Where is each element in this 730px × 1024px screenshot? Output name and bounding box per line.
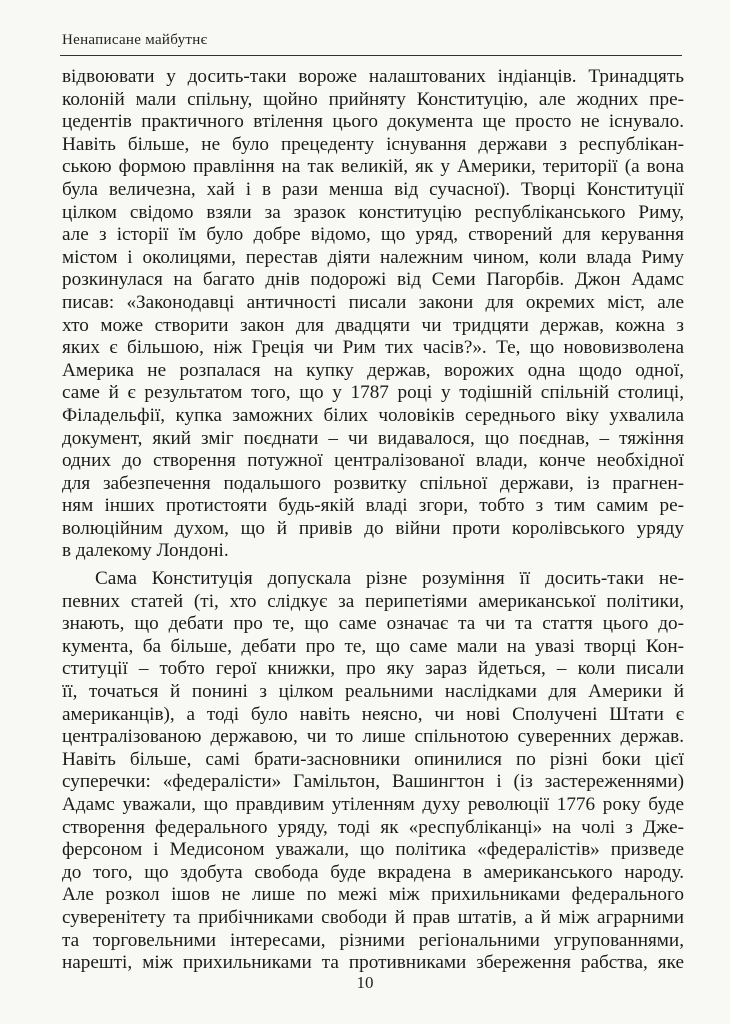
text-line: її, точаться й понині з цілком реальними наслідками для Америки й (62, 680, 684, 702)
text-line: знають, що дебати про те, що саме означає та чи та стаття цього до- (62, 613, 684, 635)
text-line: але з історії їм було добре відомо, що уряд, створений для керування (62, 224, 684, 246)
text-line: містом і околицями, перестав діяти належним чином, коли влада Риму (62, 246, 684, 268)
text-line: Філадельфії, купка заможних білих чоловіків середнього віку ухвалила (62, 404, 684, 426)
text-line: яких є більшою, ніж Греція чи Рим тих часів?». Те, що нововизволена (62, 337, 684, 359)
paragraph-1 (62, 66, 684, 563)
header-rule (60, 55, 682, 56)
text-line: створення федерального уряду, тоді як «республіканці» на чолі з Дже- (62, 816, 684, 838)
text-line: Америка не розпалася на купку держав, ворожих одна щодо одної, (62, 359, 684, 381)
running-head: Ненаписане майбутнє (62, 32, 208, 48)
text-line: кумента, ба більше, дебати про те, що саме мали на увазі творці Кон- (62, 635, 684, 657)
text-line: писав: «Законодавці античності писали закони для окремих міст, але (62, 291, 684, 313)
page-number: 10 (356, 973, 374, 992)
text-line: розкинулася на багато днів подорожі від Семи Пагорбів. Джон Адамс (62, 269, 684, 291)
text-line: хто може створити закон для двадцяти чи тридцяти держав, кожна з (62, 314, 684, 336)
text-line: Навіть більше, самі брати-засновники опинилися по різні боки цієї (62, 748, 684, 770)
paragraph-2 (62, 568, 684, 975)
text-line: Адамс уважали, що правдивим утіленням духу революції 1776 року буде (62, 793, 684, 815)
text-line: Але розкол ішов не лише по межі між прихильниками федерального (62, 884, 684, 906)
text-line: була величезна, хай і в рази менша від сучасної). Творці Конституції (62, 178, 684, 200)
text-line: нарешті, між прихильниками та противниками збереження рабства, яке (62, 952, 684, 974)
text-line: одних до створення потужної централізованої влади, конче необхідної (62, 450, 684, 472)
text-line: цілком свідомо взяли за зразок конституцію республіканського Риму, (62, 201, 684, 223)
text-line: саме й є результатом того, що у 1787 році у тодішній спільній столиці, (62, 382, 684, 404)
text-line: документ, який зміг поєднати – чи видавалося, що поєднав, – тяжіння (62, 427, 684, 449)
text-line: колоній мали спільну, щойно прийняту Конституцію, але жодних пре- (62, 88, 684, 110)
text-line: для забезпечення подальшого розвитку спільної держави, із прагнен- (62, 472, 684, 494)
text-line: ферсоном і Медисоном уважали, що політика «федералістів» призведе (62, 839, 684, 861)
text-line: американців), а тоді було навіть неясно, чи нові Сполучені Штати є (62, 703, 684, 725)
text-line: централізованою державою, чи то лише спільнотою суверенних держав. (62, 726, 684, 748)
text-line: до того, що здобута свобода буде вкрадена в американського народу. (62, 861, 684, 883)
text-line: та торговельними інтересами, різними регіональними угрупованнями, (62, 929, 684, 951)
text-line: в далекому Лондоні. (62, 540, 229, 562)
text-line: суперечки: «федералісти» Гамільтон, Вашингтон і (із застереженнями) (62, 771, 684, 793)
text-line: певних статей (ті, хто слідкує за перипетіями американської політики, (62, 590, 684, 612)
text-line: ституції – тобто герої книжки, про яку зараз йдеться, – коли писали (62, 658, 684, 680)
text-line: цедентів практичного втілення цього документа ще просто не існувало. (62, 111, 684, 133)
text-line: ською формою правління на так великій, як у Америки, території (а вона (62, 156, 684, 178)
text-line: ням інших протистояти будь-якій владі згори, тобто з тим самим ре- (62, 495, 684, 517)
text-line: волюційним духом, що й привів до війни проти королівського уряду (62, 517, 684, 539)
text-line: Навіть більше, не було прецеденту існування держави з республікан- (62, 133, 684, 155)
text-line: Сама Конституція допускала різне розуміння її досить-таки не- (95, 568, 684, 589)
text-line: відвоювати у досить-таки вороже налаштованих індіанців. Тринадцять (62, 66, 684, 87)
text-line: суверенітету та прибічниками свободи й прав штатів, а й між аграрними (62, 906, 684, 928)
